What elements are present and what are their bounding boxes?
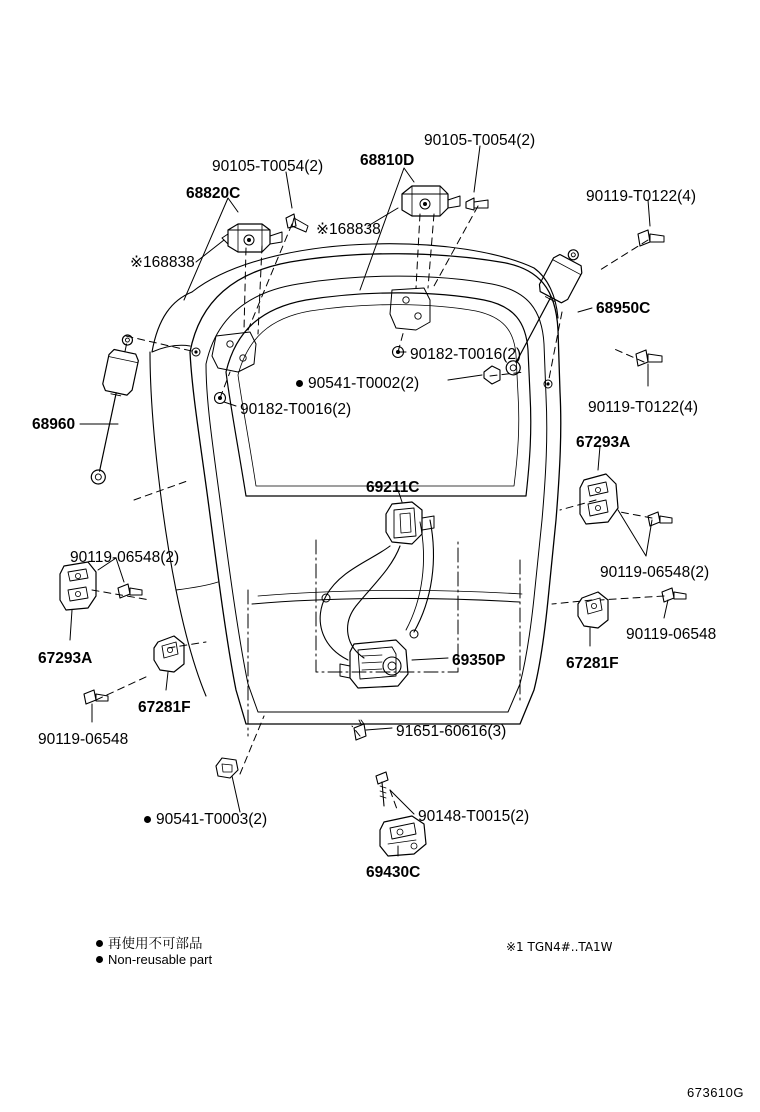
- legend-en-text: Non-reusable part: [108, 952, 213, 967]
- label-67293A-right: 67293A: [576, 434, 631, 451]
- label-90105-T0054-right: 90105-T0054(2): [424, 132, 536, 149]
- label-90119-06548-right: 90119-06548: [626, 626, 717, 643]
- label-68820C: 68820C: [186, 185, 241, 202]
- legend-non-reusable-en: [96, 952, 212, 967]
- label-69430C: 69430C: [366, 864, 421, 881]
- label-168838-left: ※168838: [130, 254, 195, 271]
- label-90541-T0002-text: 90541-T0002(2): [308, 375, 420, 392]
- label-91651-60616: 91651-60616(3): [396, 723, 507, 740]
- legend-jp-text: 再使用不可部品: [108, 936, 203, 952]
- label-90119-06548-left: 90119-06548: [38, 731, 129, 748]
- non-reusable-dot-2: [144, 816, 151, 823]
- legend-non-reusable-jp: [96, 932, 203, 952]
- label-90541-T0002: [296, 375, 419, 393]
- label-168838-mid: ※168838: [316, 221, 381, 238]
- figure-code: 673610G: [687, 1085, 744, 1100]
- label-67281F-left: 67281F: [138, 699, 191, 716]
- label-90148-T0015: 90148-T0015(2): [418, 808, 530, 825]
- label-90541-T0003-text: 90541-T0003(2): [156, 811, 268, 828]
- label-90119-T0122-bottom: 90119-T0122(4): [588, 399, 699, 416]
- legend-dot-en: [96, 956, 103, 963]
- label-69350P: 69350P: [452, 652, 506, 669]
- label-90182-T0016-lower: 90182-T0016(2): [240, 401, 352, 418]
- label-90541-T0003: [144, 811, 267, 829]
- label-68960: 68960: [32, 416, 76, 433]
- legend-footnote: ※1 TGN4#..TA1W: [506, 940, 613, 954]
- label-90119-T0122-top: 90119-T0122(4): [586, 188, 697, 205]
- non-reusable-dot: [296, 380, 303, 387]
- label-90119-06548-right-pair: 90119-06548(2): [600, 564, 710, 581]
- label-90105-T0054-left: 90105-T0054(2): [212, 158, 324, 175]
- label-67293A-left: 67293A: [38, 650, 93, 667]
- legend-dot-jp: [96, 940, 103, 947]
- label-68810D: 68810D: [360, 152, 415, 169]
- label-90182-T0016-upper: 90182-T0016(2): [410, 346, 522, 363]
- label-68950C: 68950C: [596, 300, 651, 317]
- label-69211C: 69211C: [366, 479, 420, 496]
- label-67281F-right: 67281F: [566, 655, 619, 672]
- label-90119-06548-left-pair: 90119-06548(2): [70, 549, 180, 566]
